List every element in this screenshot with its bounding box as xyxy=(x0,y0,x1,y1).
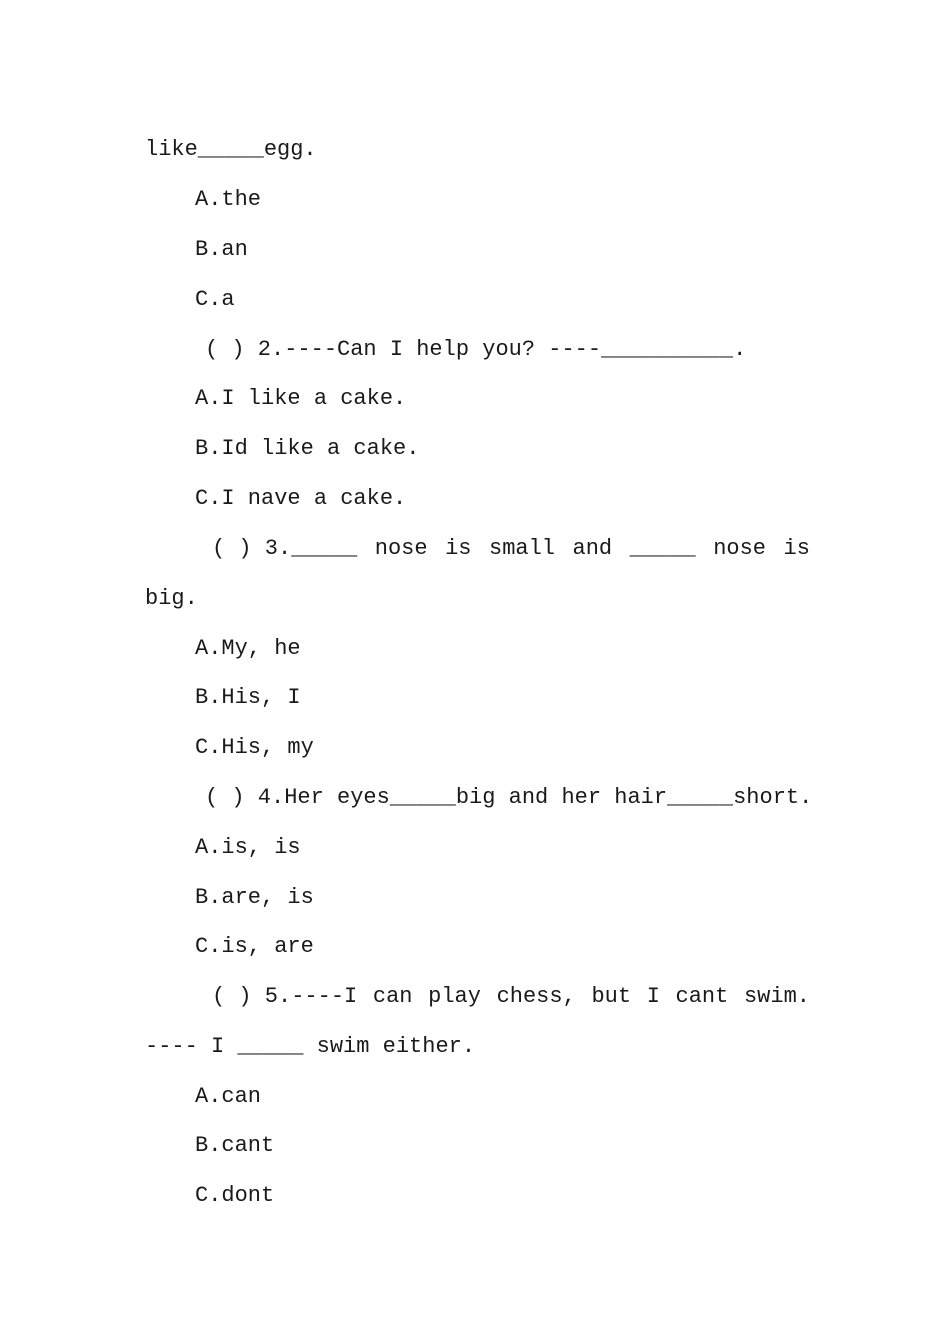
q3-stem xyxy=(212,536,810,562)
q5-option-c: C.dont xyxy=(195,1183,275,1208)
q5-stem-word: cant xyxy=(675,984,729,1009)
q1-option-c: C.a xyxy=(195,287,235,312)
q5-stem-word: but xyxy=(591,984,632,1009)
q5-option-b: B.cant xyxy=(195,1133,275,1158)
q1-option-a: A.the xyxy=(195,187,262,212)
q3-option-c: C.His, my xyxy=(195,735,314,760)
q5-stem-word: play xyxy=(428,984,481,1009)
q3-stem-word: nose xyxy=(374,536,428,561)
q5-stem-word: swim. xyxy=(743,984,810,1009)
q4-stem: ( ) 4.Her eyes_____big and her hair_____short. xyxy=(205,785,813,810)
q3-stem-word: is xyxy=(783,536,810,561)
q1-option-b: B.an xyxy=(195,237,248,262)
q2-option-a: A.I like a cake. xyxy=(195,386,407,411)
q4-option-b: B.are, is xyxy=(195,885,314,910)
q4-option-c: C.is, are xyxy=(195,934,314,959)
q3-stem-end: big. xyxy=(145,586,198,611)
q5-stem-end: ---- I _____ swim either. xyxy=(145,1034,476,1059)
q5-stem-word: ( ) 5.----I xyxy=(212,984,358,1009)
q3-option-b: B.His, I xyxy=(195,685,301,710)
q3-stem-word: ( ) 3._____ xyxy=(212,536,358,561)
q2-option-b: B.Id like a cake. xyxy=(195,436,420,461)
q2-option-c: C.I nave a cake. xyxy=(195,486,407,511)
q3-stem-word: _____ xyxy=(629,536,696,561)
q3-stem-word: is xyxy=(445,536,472,561)
q5-stem-word: chess, xyxy=(496,984,576,1009)
q4-option-a: A.is, is xyxy=(195,835,301,860)
q1-stem-end: like_____egg. xyxy=(145,137,317,162)
q5-stem xyxy=(212,984,810,1010)
q3-stem-word: small xyxy=(489,536,556,561)
q5-stem-word: can xyxy=(372,984,413,1009)
q2-stem: ( ) 2.----Can I help you? ----__________. xyxy=(205,337,747,362)
q5-option-a: A.can xyxy=(195,1084,262,1109)
q3-stem-word: and xyxy=(572,536,613,561)
q5-stem-word: I xyxy=(646,984,660,1009)
q3-option-a: A.My, he xyxy=(195,636,301,661)
q3-stem-word: nose xyxy=(713,536,766,561)
